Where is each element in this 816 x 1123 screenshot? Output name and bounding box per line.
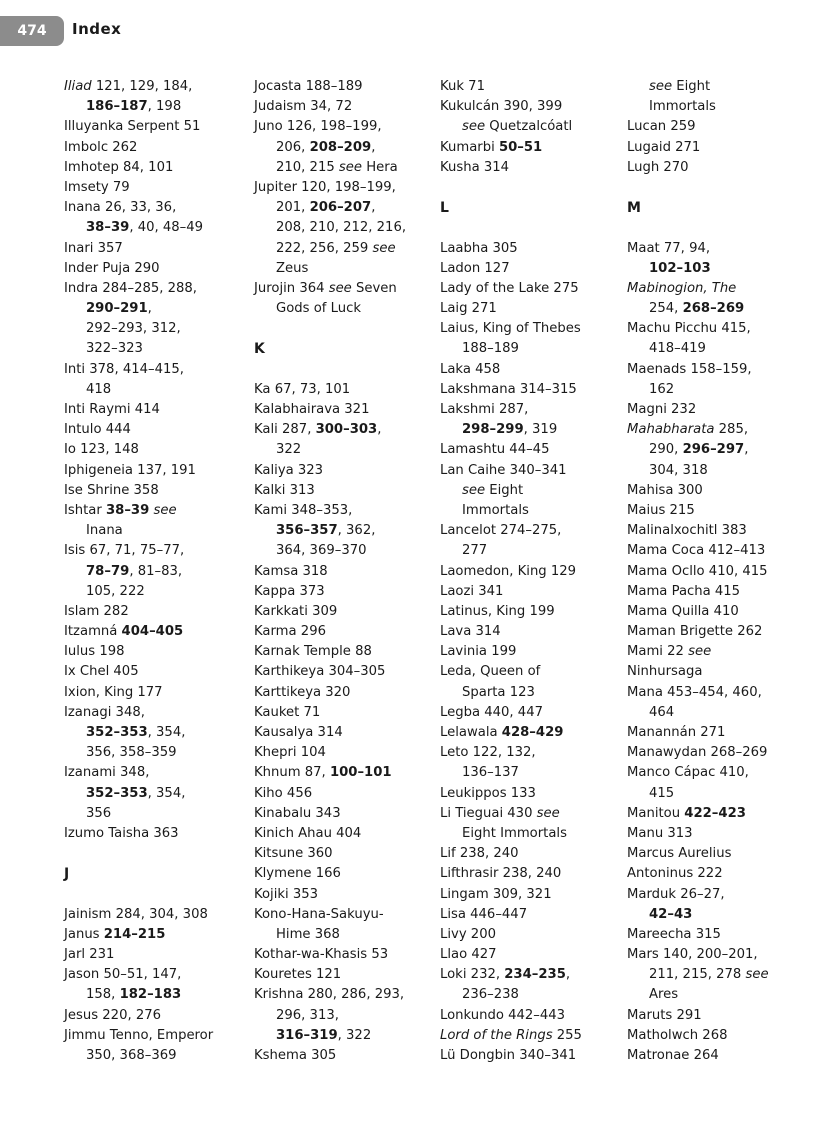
index-entry: Karthikeya 304–305 (254, 664, 386, 680)
index-entry: Ninhursaga (627, 664, 703, 680)
index-entry: Iulus 198 (64, 644, 125, 660)
index-entry: Mabinogion, The (627, 280, 737, 296)
index-entry: Lonkundo 442–443 (440, 1007, 566, 1023)
index-entry: Immortals (462, 502, 529, 518)
index-entry: Inana (86, 523, 123, 539)
index-entry: 42–43 (649, 906, 693, 922)
index-entry: Lelawala 428–429 (440, 725, 564, 740)
index-entry: Juno 126, 198–199, (254, 119, 382, 135)
index-entry: 290–291, (86, 301, 152, 317)
index-entry: Khnum 87, 100–101 (254, 765, 392, 781)
index-entry: Ix Chel 405 (64, 664, 139, 680)
index-entry: Ka 67, 73, 101 (254, 381, 351, 397)
index-entry: 290, 296–297, (649, 442, 749, 458)
index-entry: Kitsune 360 (254, 846, 333, 862)
index-entry: 136–137 (462, 765, 519, 781)
index-entry: Indra 284–285, 288, (64, 280, 197, 296)
index-entry: Lakshmi 287, (440, 402, 529, 417)
index-entry: 211, 215, 278 see (649, 967, 769, 983)
index-entry: 316–319, 322 (276, 1027, 372, 1043)
index-entry: Janus 214–215 (64, 926, 166, 942)
index-entry: Kappa 373 (254, 583, 325, 599)
index-entry: Kalki 313 (254, 482, 315, 498)
index-entry: Machu Picchu 415, (627, 321, 751, 337)
section-letter: L (440, 200, 449, 217)
index-entry: Mami 22 see (627, 644, 712, 660)
index-entry: Karnak Temple 88 (254, 644, 372, 660)
index-entry: Jimmu Tenno, Emperor (64, 1027, 214, 1043)
index-entry: Lord of the Rings 255 (440, 1027, 582, 1043)
index-entry: Kalabhairava 321 (254, 402, 370, 417)
index-entry: Laka 458 (440, 361, 501, 377)
index-entry: Eight Immortals (462, 825, 567, 841)
index-entry: Ise Shrine 358 (64, 482, 159, 498)
index-entry: Mahabharata 285, (627, 422, 749, 438)
index-entry: Maius 215 (627, 502, 695, 518)
index-entry: Gods of Luck (276, 301, 361, 317)
index-entry: Kausalya 314 (254, 725, 343, 740)
index-entry: Antoninus 222 (627, 866, 723, 882)
index-entry: Malinalxochitl 383 (627, 523, 747, 539)
index-entry: 322–323 (86, 341, 143, 357)
index-entry: Imbolc 262 (64, 139, 138, 155)
index-entry: 201, 206–207, (276, 200, 376, 216)
index-entry: Itzamná 404–405 (64, 624, 184, 640)
index-entry: Jocasta 188–189 (254, 79, 363, 94)
index-entry: 464 (649, 704, 675, 720)
index-entry: Mama Quilla 410 (627, 603, 739, 619)
index-entry: Klymene 166 (254, 866, 341, 882)
index-entry: see Quetzalcóatl (462, 119, 573, 135)
index-entry: 208, 210, 212, 216, (276, 220, 407, 236)
index-entry: 322 (276, 442, 302, 458)
index-entry: Manco Cápac 410, (627, 765, 749, 781)
index-entry: Kojiki 353 (254, 886, 319, 902)
index-entry: Lan Caihe 340–341 (440, 462, 567, 478)
index-entry: 352–353, 354, (86, 785, 186, 801)
index-entry: Loki 232, 234–235, (440, 967, 571, 983)
index-entry: Marcus Aurelius (627, 846, 732, 862)
index-entry: Intulo 444 (64, 422, 131, 438)
index-entry: Kaliya 323 (254, 462, 324, 478)
spacer (254, 319, 444, 339)
index-entry: 277 (462, 543, 488, 559)
index-entry: Jarl 231 (64, 947, 115, 963)
index-entry: Judaism 34, 72 (254, 99, 353, 115)
index-entry: Lamashtu 44–45 (440, 442, 550, 458)
index-entry: Laius, King of Thebes (440, 321, 581, 337)
index-entry: Matronae 264 (627, 1048, 719, 1063)
index-entry: Kusha 314 (440, 159, 510, 175)
index-entry: Jason 50–51, 147, (64, 967, 182, 983)
index-entry: Lif 238, 240 (440, 846, 519, 862)
index-entry: Llao 427 (440, 947, 497, 963)
index-entry: 418 (86, 381, 112, 397)
index-entry: Laozi 341 (440, 583, 504, 599)
spacer (627, 178, 816, 198)
index-entry: 418–419 (649, 341, 706, 357)
index-entry: Manannán 271 (627, 725, 726, 740)
index-entry: Leukippos 133 (440, 785, 536, 801)
section-letter: M (627, 200, 641, 217)
index-entry: Ishtar 38–39 see (64, 502, 177, 518)
index-entry: Kumarbi 50–51 (440, 139, 543, 155)
index-entry: Leda, Queen of (440, 664, 541, 680)
index-entry: Jainism 284, 304, 308 (64, 906, 208, 922)
index-entry: Kukulcán 390, 399 (440, 99, 563, 115)
index-entry: Kono-Hana-Sakuyu- (254, 906, 384, 922)
index-entry: Imsety 79 (64, 179, 130, 195)
index-entry: 105, 222 (86, 583, 145, 599)
spacer (64, 844, 254, 864)
index-entry: 78–79, 81–83, (86, 563, 183, 579)
index-entry: Lady of the Lake 275 (440, 280, 579, 296)
index-entry: Illuyanka Serpent 51 (64, 119, 201, 135)
index-entry: Maman Brigette 262 (627, 624, 763, 640)
index-entry: Leto 122, 132, (440, 745, 536, 761)
index-entry: Isis 67, 71, 75–77, (64, 543, 185, 559)
index-entry: Iphigeneia 137, 191 (64, 462, 196, 478)
index-column-3 (440, 77, 630, 1066)
index-column-4 (627, 77, 816, 1066)
index-entry: Inti Raymi 414 (64, 402, 160, 417)
index-entry: Marduk 26–27, (627, 886, 725, 902)
index-entry: 186–187, 198 (86, 99, 182, 115)
index-entry: 206, 208–209, (276, 139, 376, 155)
index-entry: Mama Coca 412–413 (627, 543, 766, 559)
section-letter: J (64, 866, 70, 883)
index-entry: Kali 287, 300–303, (254, 422, 382, 438)
index-entry: Ares (649, 987, 679, 1003)
index-entry: Kshema 305 (254, 1048, 337, 1063)
index-entry: Manu 313 (627, 825, 693, 841)
index-entry: Mana 453–454, 460, (627, 684, 762, 700)
index-entry: Manitou 422–423 (627, 805, 746, 821)
index-entry: Mars 140, 200–201, (627, 947, 758, 963)
index-entry: Khepri 104 (254, 745, 326, 761)
index-entry: Kiho 456 (254, 785, 313, 801)
running-head-title: Index (72, 20, 122, 38)
index-entry: Jupiter 120, 198–199, (254, 179, 396, 195)
index-entry: Mareecha 315 (627, 926, 721, 942)
index-entry: Kinich Ahau 404 (254, 825, 362, 841)
index-entry: Laabha 305 (440, 240, 518, 256)
index-entry: Mama Pacha 415 (627, 583, 741, 599)
index-entry: Matholwch 268 (627, 1027, 728, 1043)
index-entry: Izumo Taisha 363 (64, 825, 179, 841)
index-entry: Lakshmana 314–315 (440, 381, 577, 397)
index-entry: 296, 313, (276, 1007, 339, 1023)
index-entry: Maruts 291 (627, 1007, 702, 1023)
index-entry: Inder Puja 290 (64, 260, 160, 276)
index-entry: Karttikeya 320 (254, 684, 351, 700)
index-entry: 350, 368–369 (86, 1048, 177, 1063)
index-entry: Maenads 158–159, (627, 361, 752, 377)
index-entry: Io 123, 148 (64, 442, 139, 458)
index-entry: Kothar-wa-Khasis 53 (254, 947, 389, 963)
index-entry: Kinabalu 343 (254, 805, 341, 821)
index-entry: Lifthrasir 238, 240 (440, 866, 562, 882)
index-entry: Lisa 446–447 (440, 906, 528, 922)
index-entry: 352–353, 354, (86, 725, 186, 740)
index-entry: 298–299, 319 (462, 422, 558, 438)
index-entry: Imhotep 84, 101 (64, 159, 174, 175)
index-entry: 356–357, 362, (276, 523, 376, 539)
index-entry: 304, 318 (649, 462, 708, 478)
index-entry: Kuk 71 (440, 79, 485, 94)
index-entry: Lingam 309, 321 (440, 886, 552, 902)
index-entry: Immortals (649, 99, 716, 115)
index-entry: Lucan 259 (627, 119, 696, 135)
index-entry: Magni 232 (627, 402, 697, 417)
index-entry: Laig 271 (440, 301, 497, 317)
index-entry: Islam 282 (64, 603, 129, 619)
index-entry: Li Tieguai 430 see (440, 805, 560, 821)
spacer (627, 218, 816, 238)
index-entry: 222, 256, 259 see (276, 240, 396, 256)
index-entry: 102–103 (649, 260, 711, 276)
index-entry: Zeus (276, 260, 309, 276)
index-entry: 364, 369–370 (276, 543, 367, 559)
index-entry: 162 (649, 381, 675, 397)
index-entry: Lugaid 271 (627, 139, 701, 155)
index-entry: see Eight (649, 79, 711, 94)
spacer (64, 885, 254, 905)
spacer (440, 218, 630, 238)
spacer (440, 178, 630, 198)
index-entry: Jesus 220, 276 (64, 1007, 162, 1023)
index-entry: Izanagi 348, (64, 704, 145, 720)
index-entry: Ladon 127 (440, 260, 510, 276)
index-entry: Inari 357 (64, 240, 123, 256)
index-column-1 (64, 77, 254, 1066)
index-entry: 292–293, 312, (86, 321, 181, 337)
index-entry: 356, 358–359 (86, 745, 177, 761)
index-entry: Krishna 280, 286, 293, (254, 987, 405, 1003)
index-entry: Mama Ocllo 410, 415 (627, 563, 768, 579)
index-entry: Kauket 71 (254, 704, 321, 720)
index-entry: Izanami 348, (64, 765, 150, 781)
index-column-2 (254, 77, 444, 1066)
index-entry: 236–238 (462, 987, 519, 1003)
index-entry: Lugh 270 (627, 159, 689, 175)
index-entry: Sparta 123 (462, 684, 535, 700)
index-entry: Mahisa 300 (627, 482, 703, 498)
index-entry: 415 (649, 785, 675, 801)
page-header (0, 16, 816, 46)
index-entry: 188–189 (462, 341, 519, 357)
index-entry: Kami 348–353, (254, 502, 353, 518)
index-entry: Lava 314 (440, 624, 501, 640)
index-entry: Hime 368 (276, 926, 340, 942)
index-entry: Kamsa 318 (254, 563, 328, 579)
index-entry: Maat 77, 94, (627, 240, 711, 256)
index-entry: Laomedon, King 129 (440, 563, 577, 579)
index-entry: see Eight (462, 482, 524, 498)
index-entry: Inti 378, 414–415, (64, 361, 184, 377)
index-entry: Karma 296 (254, 624, 326, 640)
index-entry: 158, 182–183 (86, 987, 182, 1003)
index-entry: 210, 215 see Hera (276, 159, 398, 175)
index-entry: Manawydan 268–269 (627, 745, 768, 761)
index-entry: Kouretes 121 (254, 967, 342, 983)
index-entry: Iliad 121, 129, 184, (64, 79, 193, 94)
index-entry: 38–39, 40, 48–49 (86, 220, 204, 236)
index-entry: Legba 440, 447 (440, 704, 543, 720)
index-entry: Jurojin 364 see Seven (254, 280, 397, 296)
index-entry: Lü Dongbin 340–341 (440, 1048, 577, 1063)
index-entry: Inana 26, 33, 36, (64, 200, 177, 216)
index-entry: Lavinia 199 (440, 644, 517, 660)
index-entry: 356 (86, 805, 112, 821)
section-letter: K (254, 341, 265, 358)
index-entry: Karkkati 309 (254, 603, 338, 619)
spacer (254, 360, 444, 380)
index-entry: Livy 200 (440, 926, 496, 942)
index-entry: Lancelot 274–275, (440, 523, 562, 539)
page-number-tab: 474 (0, 16, 64, 46)
index-entry: 254, 268–269 (649, 301, 745, 317)
index-entry: Latinus, King 199 (440, 603, 555, 619)
index-entry: Ixion, King 177 (64, 684, 163, 700)
